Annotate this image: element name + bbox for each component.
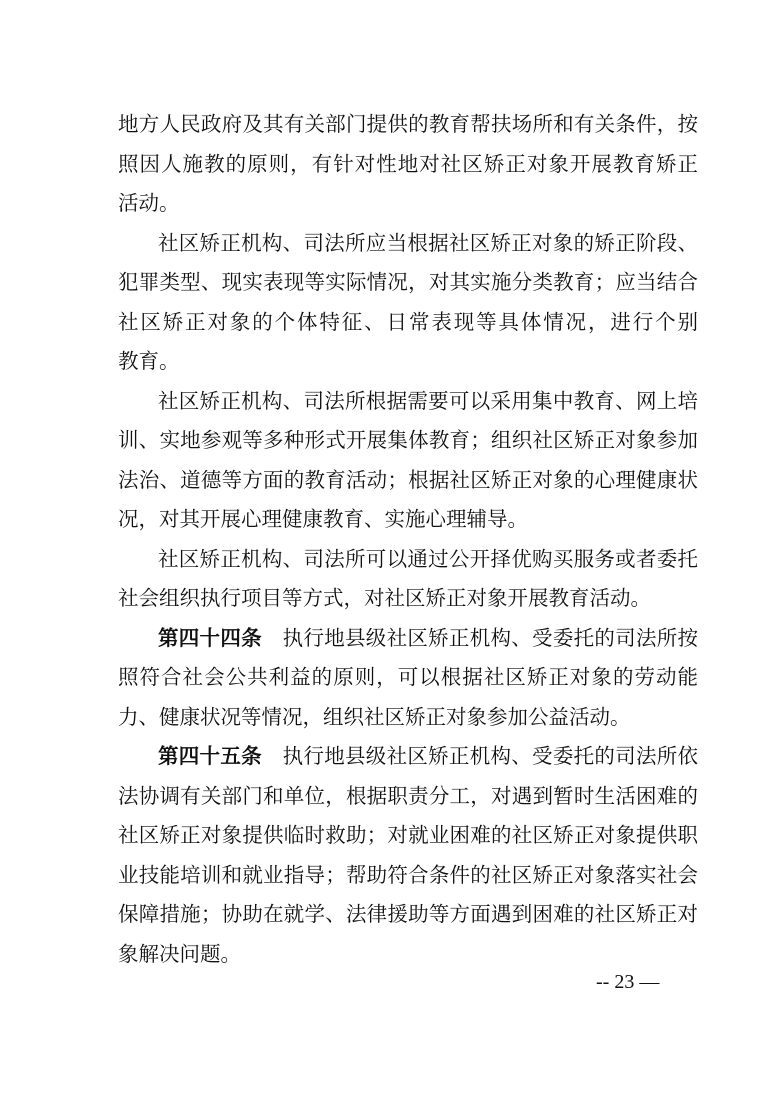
text-line: 保障措施；协助在就学、法律援助等方面遇到困难的社区矫正对 [118,902,698,926]
text-line: 象解决问题。 [118,942,241,966]
article-heading: 第四十四条 [158,626,262,650]
text-line: 社区矫正对象的个体特征、日常表现等具体情况，进行个别 [118,310,698,334]
text-line: 况，对其开展心理健康教育、实施心理辅导。 [118,507,528,531]
text-line: 活动。 [118,191,180,215]
text-line: 照符合社会公共利益的原则，可以根据社区矫正对象的劳动能 [118,665,698,689]
text-line: 犯罪类型、现实表现等实际情况，对其实施分类教育；应当结合 [118,270,698,294]
text-line: 社区矫正机构、司法所应当根据社区矫正对象的矫正阶段、 [158,231,698,255]
text-segment: 执行地县级社区矫正机构、受委托的司法所依 [282,744,699,768]
text-line: 社区矫正机构、司法所可以通过公开择优购买服务或者委托 [158,547,698,571]
page-number: -- 23 — [596,971,660,993]
text-line: 业技能培训和就业指导；帮助符合条件的社区矫正对象落实社会 [118,863,698,887]
text-line: 教育。 [118,349,180,373]
text-line: 社会组织执行项目等方式，对社区矫正对象开展教育活动。 [118,586,651,610]
text-line: 力、健康状况等情况，组织社区矫正对象参加公益活动。 [118,705,631,729]
article-heading: 第四十五条 [158,744,262,768]
text-line: 社区矫正对象提供临时救助；对就业困难的社区矫正对象提供职 [118,823,698,847]
text-segment: 执行地县级社区矫正机构、受委托的司法所按 [282,626,699,650]
text-line: 法治、道德等方面的教育活动；根据社区矫正对象的心理健康状 [118,468,698,492]
text-line: 地方人民政府及其有关部门提供的教育帮扶场所和有关条件，按 [118,112,698,136]
text-line: 法协调有关部门和单位，根据职责分工，对遇到暂时生活困难的 [118,784,698,808]
text-line: 社区矫正机构、司法所根据需要可以采用集中教育、网上培 [158,389,698,413]
text-line: 训、实地参观等多种形式开展集体教育；组织社区矫正对象参加 [118,428,698,452]
article-first-line [158,742,698,770]
article-first-line [158,624,698,652]
text-line: 照因人施教的原则，有针对性地对社区矫正对象开展教育矫正 [118,152,698,176]
